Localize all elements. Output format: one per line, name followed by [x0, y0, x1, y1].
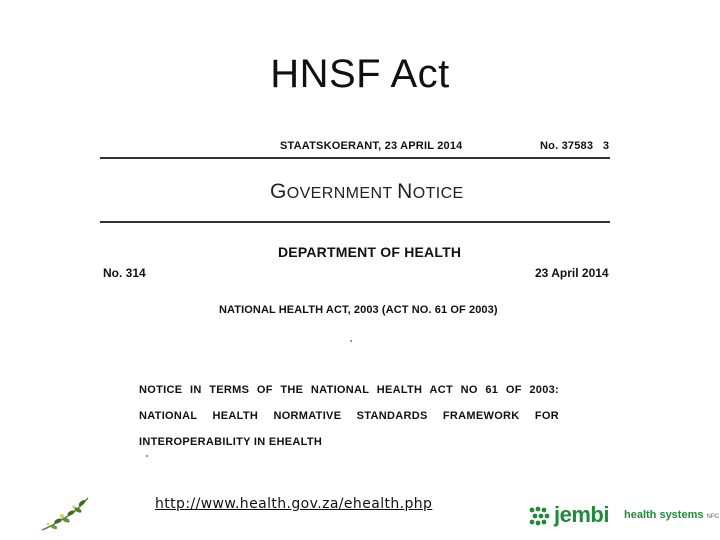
- ehealth-url-link[interactable]: http://www.health.gov.za/ehealth.php: [155, 496, 433, 512]
- leaf-sprig-icon: [38, 494, 94, 534]
- jembi-tagline-text: health systems: [624, 509, 704, 521]
- act-title: NATIONAL HEALTH ACT, 2003 (ACT NO. 61 OF 2003): [219, 304, 498, 316]
- jembi-logo: [528, 502, 720, 532]
- jembi-dots-icon: [528, 506, 552, 528]
- jembi-wordmark: jembi: [554, 502, 609, 527]
- jembi-tagline: [624, 509, 719, 521]
- notice-body: NOTICE IN TERMS OF THE NATIONAL HEALTH ACT NO 61 OF 2003: NATIONAL HEALTH NORMATIVE STANDARDS FRAMEWORK FOR INTEROPERABILITY IN EHEALTH: [139, 384, 559, 448]
- heading-initial-g: G: [270, 180, 287, 203]
- heading-word-overnment: OVERNMENT: [286, 185, 398, 202]
- heading-word-otice: OTICE: [412, 185, 464, 202]
- government-notice-heading: [270, 180, 464, 204]
- gazette-header-left: STAATSKOERANT, 23 APRIL 2014: [280, 140, 463, 152]
- heading-rule: [100, 221, 610, 223]
- gazette-header-right: No. 37583 3: [540, 140, 610, 152]
- notice-date: 23 April 2014: [535, 266, 609, 280]
- heading-initial-n: N: [397, 180, 413, 203]
- department-name: DEPARTMENT OF HEALTH: [278, 244, 462, 260]
- slide-title: HNSF Act: [270, 52, 450, 96]
- jembi-suffix: NPC: [706, 514, 720, 520]
- header-rule: [100, 157, 610, 159]
- notice-number: No. 314: [103, 266, 146, 280]
